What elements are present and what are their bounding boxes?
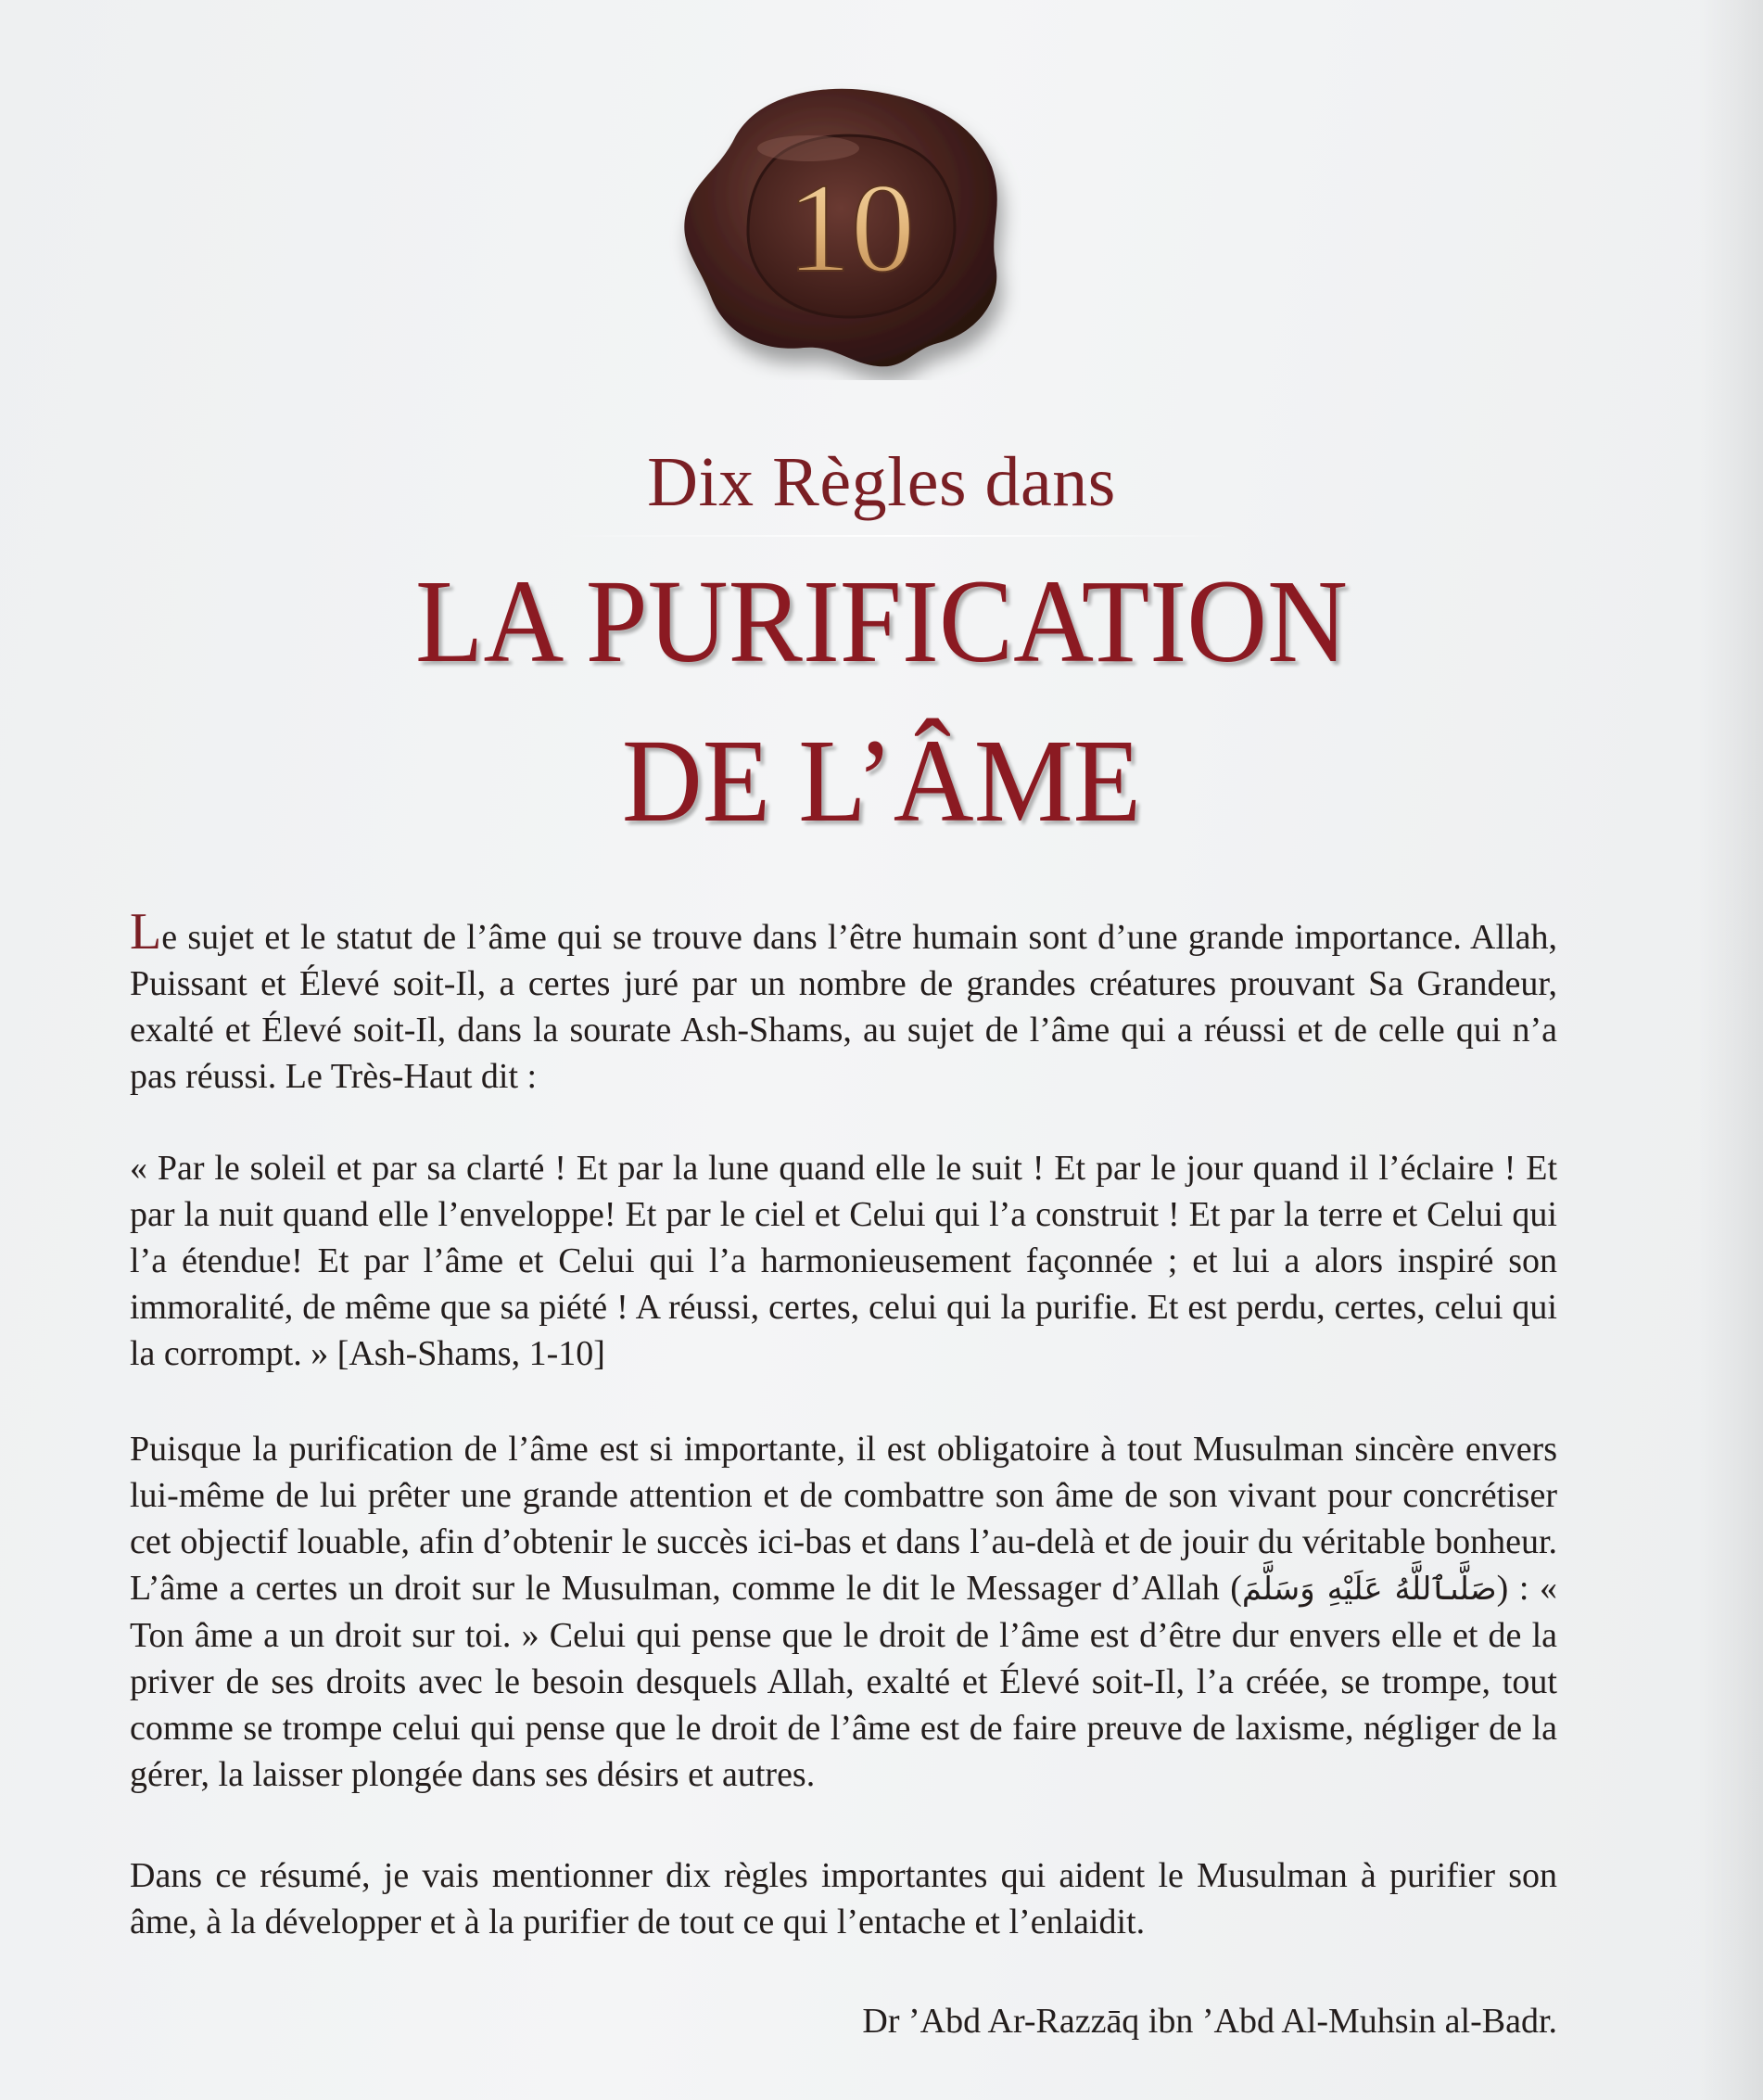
paragraph-main xyxy=(130,1426,1557,1798)
paragraph-summary: Dans ce résumé, je vais mentionner dix règles importantes qui aident le Musulman à purifier son âme, à la développer et à la purifier de tout ce qui l’entache et l’enlaidit. xyxy=(130,1856,1557,1941)
subtitle-divider xyxy=(556,535,1242,537)
paragraph-main-text-1: Puisque la purification de l’âme est si importante, il est obligatoire à tout Musulman sincère envers lui-même de lui prêter une grande attention et de combattre son âme de son vivant pour concrétiser cet objectif louable, afin d’obtenir le succès ici-bas et dans l’au-delà et de jouir du véritable bonheur. L’âme a certes un droit sur le Musulman, comme le dit le Messager d’Allah ( xyxy=(130,1430,1557,1608)
drop-cap: L xyxy=(130,903,162,961)
wax-seal xyxy=(669,74,1021,380)
paragraph-main-text-2: ) : « Ton âme a un droit sur toi. » Celui qui pense que le droit de l’âme est d’être dur envers elle et de la priver de ses droits avec le besoin desquels Allah, exalté et Élevé soit-Il, l’a créée, se trompe, tout comme se trompe celui qui pense que le droit de l’âme est de faire preuve de laxisme, négliger de la gérer, la laisser plongée dans ses désirs et autres. xyxy=(130,1569,1558,1794)
wax-seal-graphic xyxy=(669,74,1021,380)
title-line-2: DE L’ÂME xyxy=(621,715,1142,846)
paragraph-quote: « Par le soleil et par sa clarté ! Et par la lune quand elle le suit ! Et par le jour quand il l’éclaire ! Et par la nuit quand elle l’enveloppe! Et par le ciel et Celui qui l’a construit ! Et par la terre et Celui qui l’a étendue! Et par l’âme et Celui qui l’a harmonieusement façonnée ; et lui a alors inspiré son immoralité, de même que sa piété ! A réussi, certes, celui qui la purifie. Et est perdu, certes, celui qui la corrompt. » [Ash-Shams, 1-10] xyxy=(130,1149,1557,1373)
page-edge-shadow xyxy=(1698,0,1763,2100)
author-signature: Dr ’Abd Ar-Razzāq ibn ’Abd Al-Muhsin al-Badr. xyxy=(862,2002,1557,2041)
subtitle: Dix Règles dans xyxy=(647,443,1116,521)
title-line-1: LA PURIFICATION xyxy=(414,555,1349,687)
seal-number: 10 xyxy=(787,157,915,299)
paragraph-intro-text: e sujet et le statut de l’âme qui se trouve dans l’être humain sont d’une grande importance. Allah, Puissant et Élevé soit-Il, a certes juré par un nombre de grandes créatures prouvant Sa Grandeur, exalté et Élevé soit-Il, dans la sourate Ash-Shams, au sujet de l’âme qui a réussi et de celle qui n’a pas réussi. Le Très-Haut dit : xyxy=(130,918,1557,1096)
arabic-honorific: صَلَّىٱللَّهُ عَلَيْهِ وَسَلَّمَ xyxy=(1241,1571,1497,1608)
paragraph-intro xyxy=(130,903,1557,1100)
